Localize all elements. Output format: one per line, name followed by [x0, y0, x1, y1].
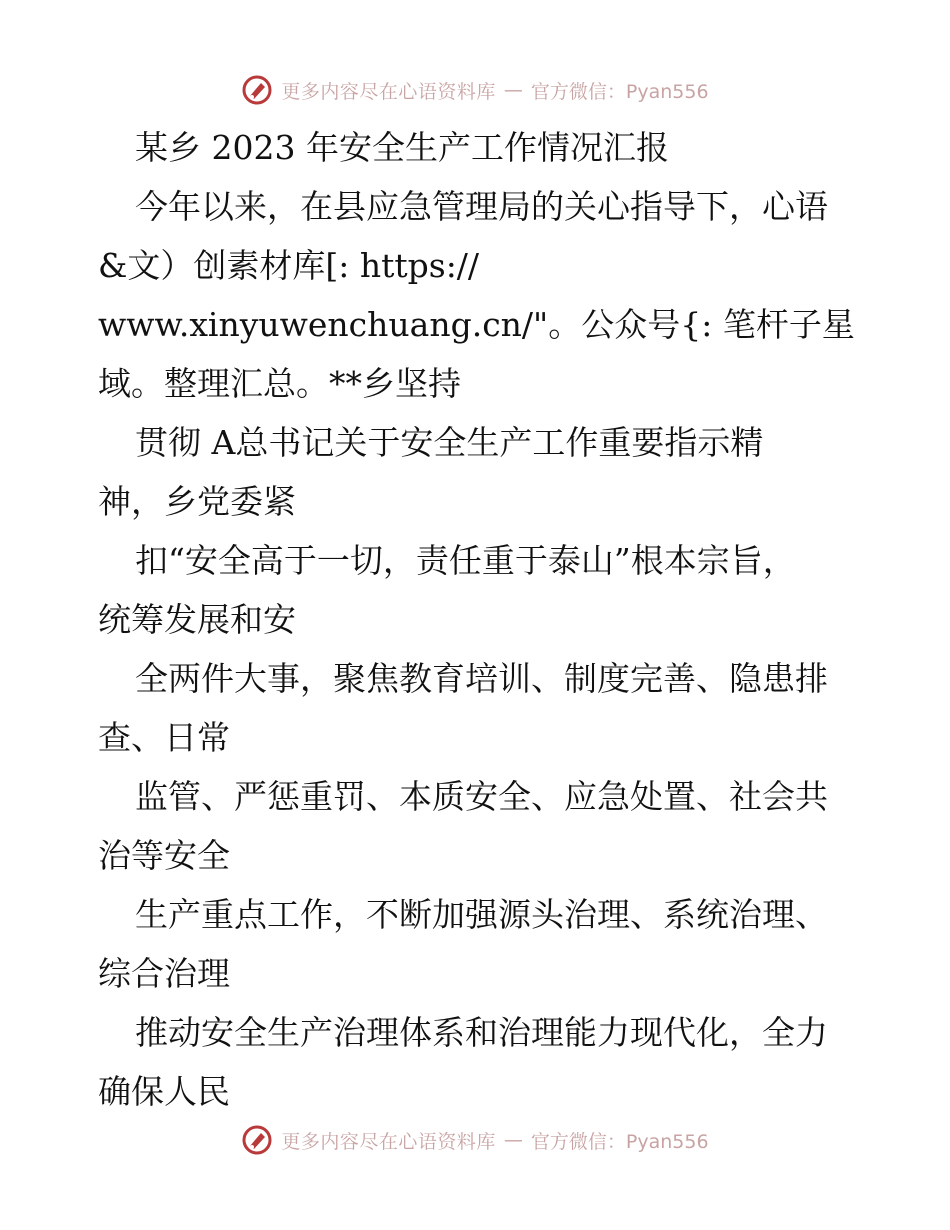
paragraph-line: 综合治理	[98, 954, 230, 993]
paragraph-line: 查、日常	[98, 718, 230, 757]
watermark-suffix: 官方微信：Pyan556	[530, 80, 709, 103]
paragraph-line: 监管、严惩重罚、本质安全、应急处置、社会共	[135, 777, 828, 816]
pen-nib-logo-icon	[241, 1124, 273, 1156]
paragraph-line: 生产重点工作，不断加强源头治理、系统治理、	[135, 895, 828, 934]
document-title: 某乡 2023 年安全生产工作情况汇报	[135, 128, 669, 167]
watermark-dash: —	[503, 1129, 523, 1151]
paragraph-line: 扣“安全高于一切，责任重于泰山”根本宗旨，	[135, 541, 796, 580]
paragraph-line: 神，乡党委紧	[98, 482, 296, 521]
watermark-suffix: 官方微信：Pyan556	[530, 1130, 709, 1153]
paragraph-line: 今年以来，在县应急管理局的关心指导下，心语	[135, 187, 828, 226]
header-watermark	[0, 70, 950, 110]
watermark-dash: —	[503, 79, 523, 101]
paragraph-line: 推动安全生产治理体系和治理能力现代化，全力	[135, 1013, 828, 1052]
paragraph-line: 域。整理汇总。**乡坚持	[98, 364, 461, 403]
paragraph-line: 确保人民	[98, 1072, 230, 1111]
footer-watermark	[0, 1120, 950, 1160]
document-body	[98, 118, 858, 1121]
watermark-text: 更多内容尽在心语资料库	[281, 80, 496, 103]
paragraph-line: www.xinyuwenchuang.cn/"。公众号{: 笔杆子星	[98, 305, 855, 344]
watermark-text: 更多内容尽在心语资料库	[281, 1130, 496, 1153]
paragraph-line: &文）创素材库[: https://	[98, 246, 480, 285]
paragraph-line: 治等安全	[98, 836, 230, 875]
paragraph-line: 统筹发展和安	[98, 600, 296, 639]
pen-nib-logo-icon	[241, 74, 273, 106]
paragraph-line: 贯彻 A总书记关于安全生产工作重要指示精	[135, 423, 764, 462]
paragraph-line: 全两件大事，聚焦教育培训、制度完善、隐患排	[135, 659, 828, 698]
